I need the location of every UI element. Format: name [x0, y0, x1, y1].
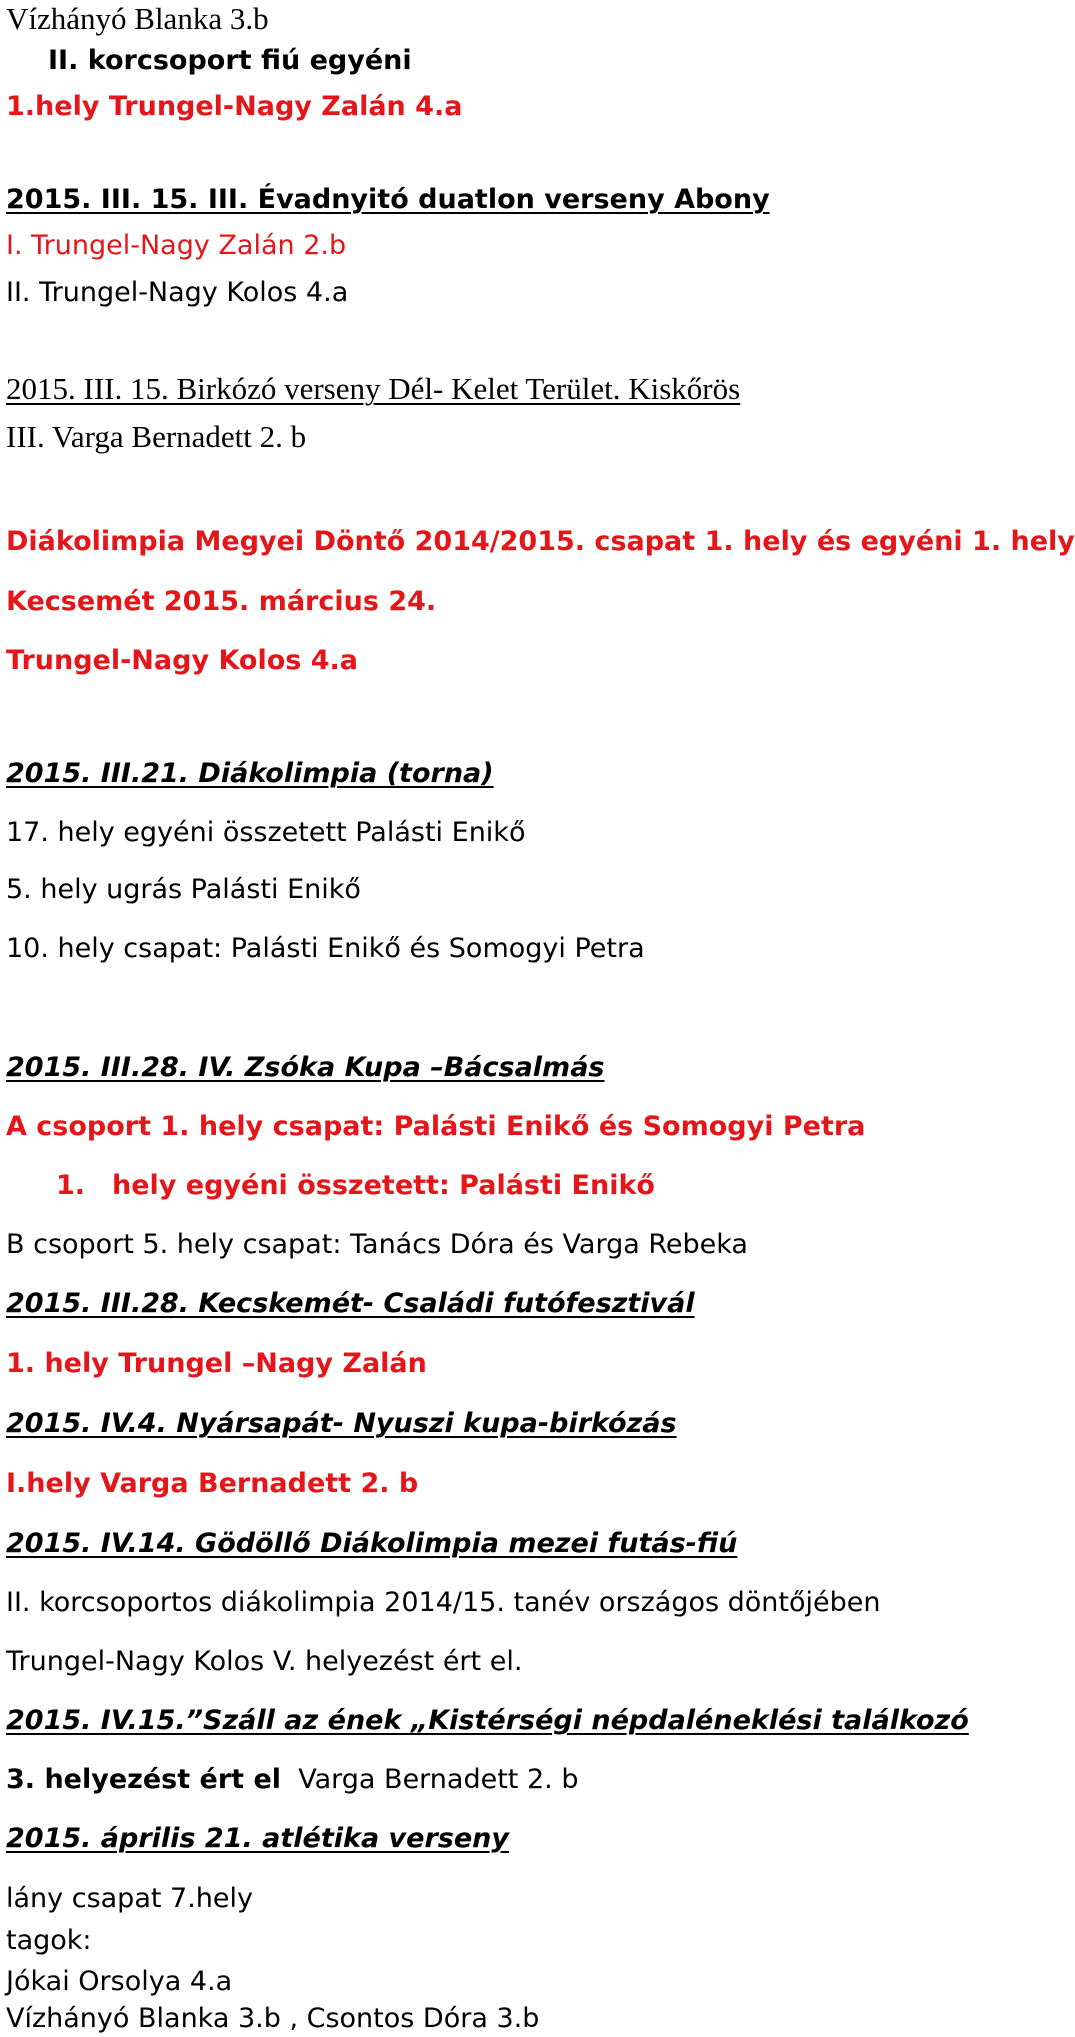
- result-line: 5. hely ugrás Palásti Enikő: [6, 874, 361, 905]
- result-line: II. Trungel-Nagy Kolos 4.a: [6, 277, 349, 308]
- event-heading: 2015. III.21. Diákolimpia (torna): [6, 758, 494, 789]
- winner-name: Varga Bernadett 2. b: [298, 1764, 579, 1795]
- event-heading: Diákolimpia Megyei Döntő 2014/2015. csapat 1. hely és egyéni 1. hely: [6, 526, 1075, 557]
- result-line: Vízhányó Blanka 3.b , Csontos Dóra 3.b: [6, 2003, 540, 2034]
- event-heading: 2015. III.28. Kecskemét- Családi futófesztivál: [6, 1288, 695, 1319]
- result-line: B csoport 5. hely csapat: Tanács Dóra és Varga Rebeka: [6, 1229, 748, 1260]
- result-line: III. Varga Bernadett 2. b: [6, 419, 307, 454]
- event-heading: 2015. IV.15.”Száll az ének „Kistérségi népdaléneklési találkozó: [6, 1705, 969, 1736]
- result-line: 17. hely egyéni összetett Palásti Enikő: [6, 817, 526, 848]
- result-text: hely egyéni összetett: Palásti Enikő: [112, 1170, 655, 1201]
- result-line: 1.hely Trungel-Nagy Zalán 4.a: [6, 91, 463, 122]
- event-heading: 2015. IV.14. Gödöllő Diákolimpia mezei futás-fiú: [6, 1528, 738, 1559]
- result-line: I.hely Varga Bernadett 2. b: [6, 1468, 419, 1499]
- result-line: 10. hely csapat: Palásti Enikő és Somogyi Petra: [6, 933, 645, 964]
- result-line: II. korcsoportos diákolimpia 2014/15. tanév országos döntőjében: [6, 1587, 881, 1618]
- result-line: lány csapat 7.hely: [6, 1883, 253, 1914]
- result-line: Jókai Orsolya 4.a: [6, 1966, 233, 1997]
- list-number: 1.: [56, 1170, 86, 1201]
- result-line: I. Trungel-Nagy Zalán 2.b: [6, 230, 347, 261]
- result-line: Trungel-Nagy Kolos V. helyezést ért el.: [6, 1646, 523, 1677]
- result-line: [56, 1172, 655, 1199]
- result-line: tagok:: [6, 1925, 92, 1956]
- result-line: Trungel-Nagy Kolos 4.a: [6, 645, 358, 676]
- event-heading: 2015. április 21. atlétika verseny: [6, 1823, 509, 1854]
- event-heading: 2015. III. 15. Birkózó verseny Dél- Kelet Terület. Kiskőrös: [6, 371, 741, 406]
- event-heading: 2015. III. 15. III. Évadnyitó duatlon verseny Abony: [6, 184, 770, 215]
- category-heading: II. korcsoport fiú egyéni: [48, 45, 412, 76]
- event-heading: 2015. IV.4. Nyársapát- Nyuszi kupa-birkózás: [6, 1408, 677, 1439]
- result-line: [6, 1766, 578, 1793]
- result-line: 1. hely Trungel –Nagy Zalán: [6, 1348, 427, 1379]
- line-name: Vízhányó Blanka 3.b: [6, 1, 269, 36]
- event-heading: 2015. III.28. IV. Zsóka Kupa –Bácsalmás: [6, 1052, 605, 1083]
- placement-text: 3. helyezést ért el: [6, 1764, 282, 1795]
- event-date-line: Kecsemét 2015. március 24.: [6, 586, 437, 617]
- result-line: A csoport 1. hely csapat: Palásti Enikő és Somogyi Petra: [6, 1111, 866, 1142]
